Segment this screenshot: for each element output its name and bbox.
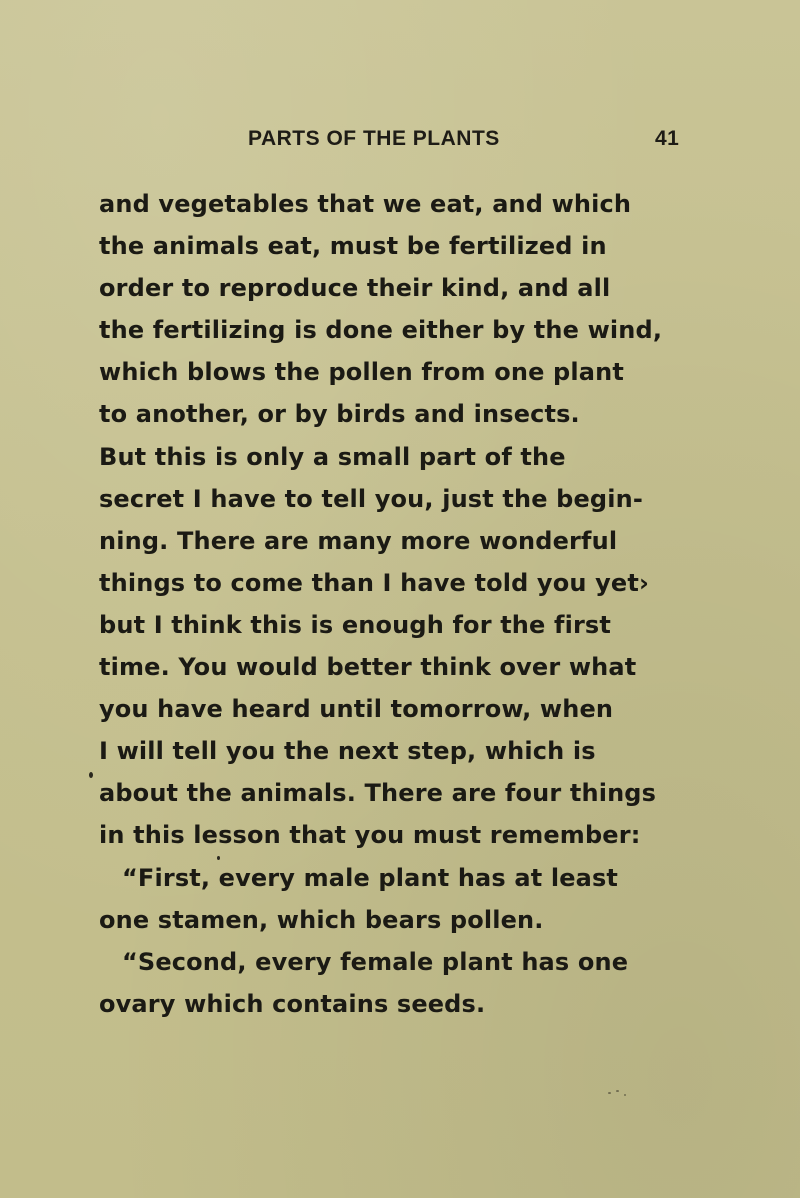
ink-speck xyxy=(89,772,93,778)
text-line: you have heard until tomorrow, when xyxy=(99,695,614,724)
ink-speck xyxy=(608,1092,611,1094)
text-line: one stamen, which bears pollen. xyxy=(99,905,544,934)
text-line: ning. There are many more wonderful xyxy=(99,526,618,555)
text-line: But this is only a small part of the xyxy=(99,442,566,471)
text-line: order to reproduce their kind, and all xyxy=(99,274,611,303)
text-line: which blows the pollen from one plant xyxy=(99,358,624,387)
text-line: I will tell you the next step, which is xyxy=(99,737,596,766)
ink-speck xyxy=(217,856,220,860)
text-line: the animals eat, must be fertilized in xyxy=(99,232,607,261)
text-line-indented: “First, every male plant has at least xyxy=(122,863,619,892)
page-number: 41 xyxy=(655,127,680,150)
text-line: to another, or by birds and insects. xyxy=(99,400,580,429)
running-title: PARTS OF THE PLANTS xyxy=(248,127,500,150)
text-line: in this lesson that you must remember: xyxy=(99,821,641,850)
ink-speck xyxy=(624,1094,626,1096)
text-line: about the animals. There are four things xyxy=(99,779,657,808)
running-head xyxy=(0,127,800,157)
text-line: things to come than I have told you yet› xyxy=(99,568,649,597)
text-line: secret I have to tell you, just the begin- xyxy=(99,484,643,513)
text-line: and vegetables that we eat, and which xyxy=(99,190,632,218)
text-line: but I think this is enough for the first xyxy=(99,610,611,639)
text-line: ovary which contains seeds. xyxy=(99,989,486,1018)
ink-speck xyxy=(616,1090,619,1092)
text-line: time. You would better think over what xyxy=(99,653,637,682)
text-line: the fertilizing is done either by the wind, xyxy=(99,316,663,345)
body-text xyxy=(99,183,689,1025)
text-line-indented: “Second, every female plant has one xyxy=(122,947,629,976)
